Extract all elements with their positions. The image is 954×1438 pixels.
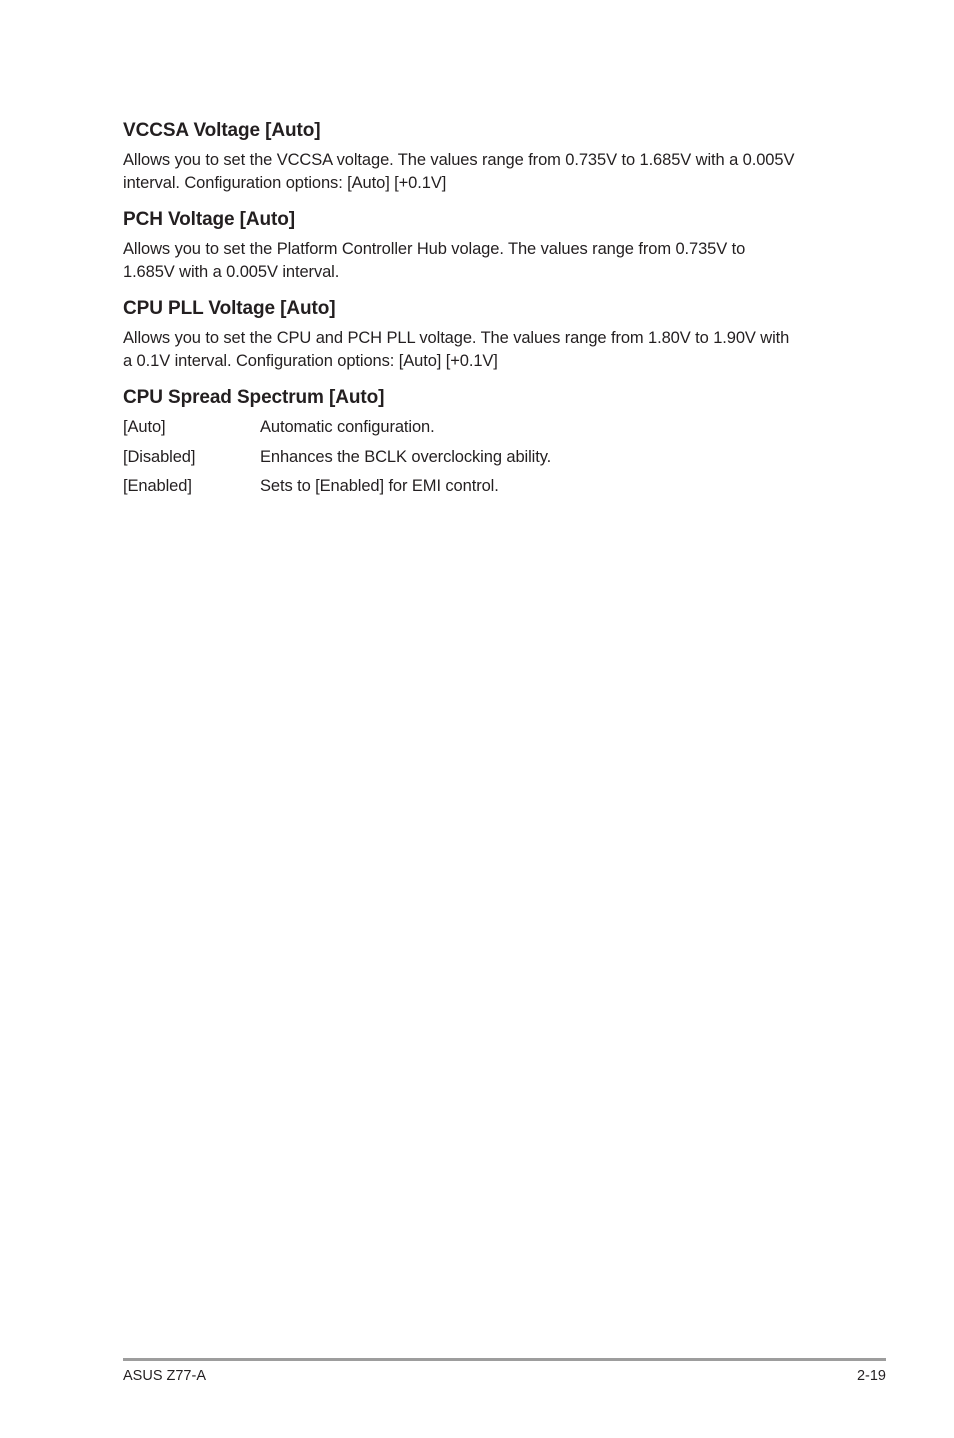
option-value: Automatic configuration. — [260, 418, 435, 436]
section-description — [123, 149, 843, 195]
option-key: [Enabled] — [123, 477, 192, 495]
section-heading: PCH Voltage [Auto] — [123, 209, 296, 230]
description-line: interval. Configuration options: [Auto] [+0.1V] — [123, 174, 447, 192]
description-line: a 0.1V interval. Configuration options: [Auto] [+0.1V] — [123, 352, 498, 370]
description-line: 1.685V with a 0.005V interval. — [123, 263, 340, 281]
footer-product-name: ASUS Z77-A — [123, 1368, 206, 1384]
section-heading: VCCSA Voltage [Auto] — [123, 120, 321, 141]
option-list — [123, 416, 843, 498]
option-row — [123, 475, 843, 498]
description-line: Allows you to set the Platform Controller Hub volage. The values range from 0.735V to — [123, 240, 746, 258]
page-footer — [123, 1367, 886, 1385]
option-row — [123, 416, 843, 439]
section-heading: CPU Spread Spectrum [Auto] — [123, 387, 385, 408]
section-heading: CPU PLL Voltage [Auto] — [123, 298, 336, 319]
option-row — [123, 446, 843, 469]
page-content — [123, 119, 843, 505]
description-line: Allows you to set the VCCSA voltage. The values range from 0.735V to 1.685V with a 0.005V — [123, 151, 795, 169]
section-vccsa-voltage — [123, 119, 843, 195]
section-description — [123, 238, 843, 284]
footer-page-number: 2-19 — [856, 1368, 886, 1384]
option-key: [Auto] — [123, 418, 166, 436]
section-description — [123, 327, 843, 373]
option-key: [Disabled] — [123, 447, 196, 466]
description-line: Allows you to set the CPU and PCH PLL voltage. The values range from 1.80V to 1.90V with — [123, 329, 790, 347]
section-pch-voltage — [123, 208, 843, 284]
section-cpu-spread-spectrum — [123, 386, 843, 498]
section-cpu-pll-voltage — [123, 297, 843, 373]
footer-divider — [123, 1358, 886, 1361]
option-value: Sets to [Enabled] for EMI control. — [260, 477, 499, 495]
option-value: Enhances the BCLK overclocking ability. — [260, 447, 552, 466]
